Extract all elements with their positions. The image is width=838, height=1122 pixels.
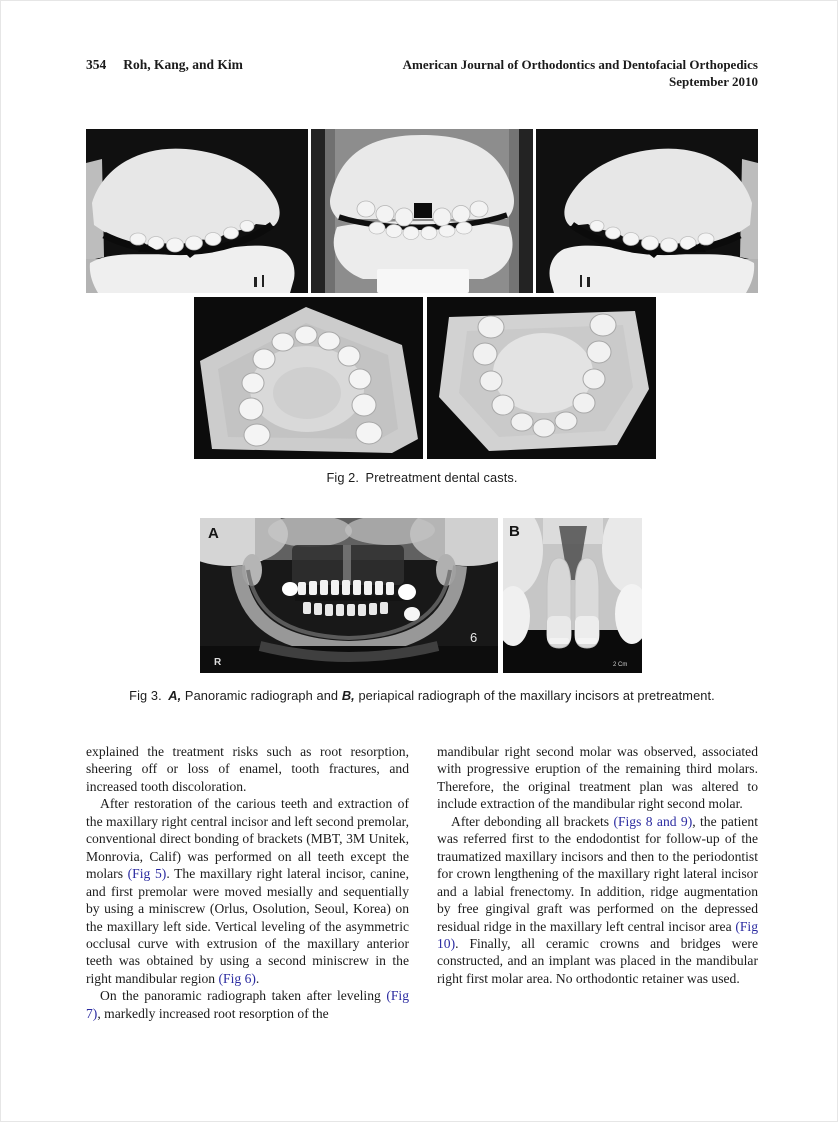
text-segment: . Finally, all ceramic crowns and bridges were constructed, and an implant was placed in the mandibular right first molar area. No orthodontic retainer was used. <box>437 935 758 986</box>
body-paragraph <box>86 795 409 987</box>
header-right <box>403 57 758 90</box>
mandibular-occlusal-cast-photo <box>427 297 656 459</box>
panel-a-label: A <box>208 525 219 542</box>
text-segment: , the patient was referred first to the endodontist for follow-up of the traumatized maxillary incisors and then to the periodontist for crown lengthening of the maxillary right lateral incisor and a labial frenectomy. In addition, ridge augmentation by free gingival graft was performed on the depressed residual ridge in the maxillary left central incisor area <box>437 813 758 934</box>
figure-reference-link[interactable]: (Fig 7) <box>86 988 409 1021</box>
side-marker: R <box>214 657 222 668</box>
panoramic-radiograph-photo <box>200 518 498 673</box>
header-left <box>86 57 243 73</box>
figure-reference-link[interactable]: (Figs 8 and 9) <box>613 813 693 829</box>
periapical-radiograph-photo <box>503 518 642 673</box>
text-segment: , markedly increased root resorption of the <box>97 1005 329 1021</box>
text-segment: After debonding all brackets <box>451 813 614 829</box>
figure-reference-link[interactable]: (Fig 5) <box>127 866 167 882</box>
figure2-top-row <box>86 129 758 293</box>
body-paragraph <box>86 987 409 1022</box>
text-segment: explained the treatment risks such as root resorption, sheering off or loss of enamel, tooth fractures, and increased tooth discoloration. <box>86 744 409 794</box>
text-segment: . The maxillary right lateral incisor, canine, and first premolar were moved mesially and sequentially by using a miniscrew (Orlus, Osolution, Seoul, Korea) on the maxillary left side. Vertical leveling of the asymmetric occlusal curve with extrusion of the maxillary anterior teeth was obtained by using a second miniscrew in the right mandibular region <box>86 866 409 986</box>
body-left-column <box>86 743 409 1022</box>
figure2-caption: Fig 2. Pretreatment dental casts. <box>326 470 518 485</box>
text-segment: periapical radiograph of the maxillary incisors at pretreatment. <box>354 688 715 703</box>
page-header <box>86 57 758 90</box>
figure3-caption <box>86 688 758 703</box>
text-segment: Panoramic radiograph and <box>181 688 342 703</box>
body-right-column <box>437 743 758 987</box>
dental-cast-left-lateral-photo <box>536 129 758 293</box>
scale-marker: 2 Cm <box>613 662 628 668</box>
figure-reference-link[interactable]: (Fig 6) <box>218 970 256 986</box>
body-paragraph <box>437 813 758 988</box>
figure3-row <box>200 518 642 673</box>
tooth-number-marker: 6 <box>470 630 478 645</box>
text-segment: . <box>255 970 260 986</box>
text-segment: After restoration of the carious teeth and extraction of the maxillary right central incisor and left second premolar, conventional direct bonding of brackets (MBT, 3M Unitek, Monrovia, Calif) was performed on all teeth except the molars <box>86 796 409 882</box>
page-number: 354 <box>86 57 107 72</box>
text-segment: mandibular right second molar was observed, associated with progressive eruption of the remaining third molars. Therefore, the original treatment plan was altered to include extraction of the mandibular right second molar. <box>437 744 758 812</box>
text-segment: Fig 3. <box>129 688 169 703</box>
dental-cast-right-lateral-photo <box>86 129 308 293</box>
maxillary-occlusal-cast-photo <box>194 297 423 459</box>
journal-name: American Journal of Orthodontics and Dentofacial Orthopedics <box>402 57 758 72</box>
dental-cast-frontal-photo <box>311 129 533 293</box>
body-paragraph <box>437 743 758 813</box>
figure2-bottom-row <box>194 297 656 459</box>
panel-b-label: B <box>509 523 520 540</box>
issue-date: September 2010 <box>669 73 758 89</box>
text-segment: On the panoramic radiograph taken after leveling <box>100 988 387 1004</box>
body-paragraph <box>86 743 409 795</box>
text-segment: A, <box>168 688 182 703</box>
text-segment: B, <box>341 688 355 703</box>
figure-reference-link[interactable]: (Fig 10) <box>437 918 758 951</box>
authors: Roh, Kang, and Kim <box>123 57 243 72</box>
